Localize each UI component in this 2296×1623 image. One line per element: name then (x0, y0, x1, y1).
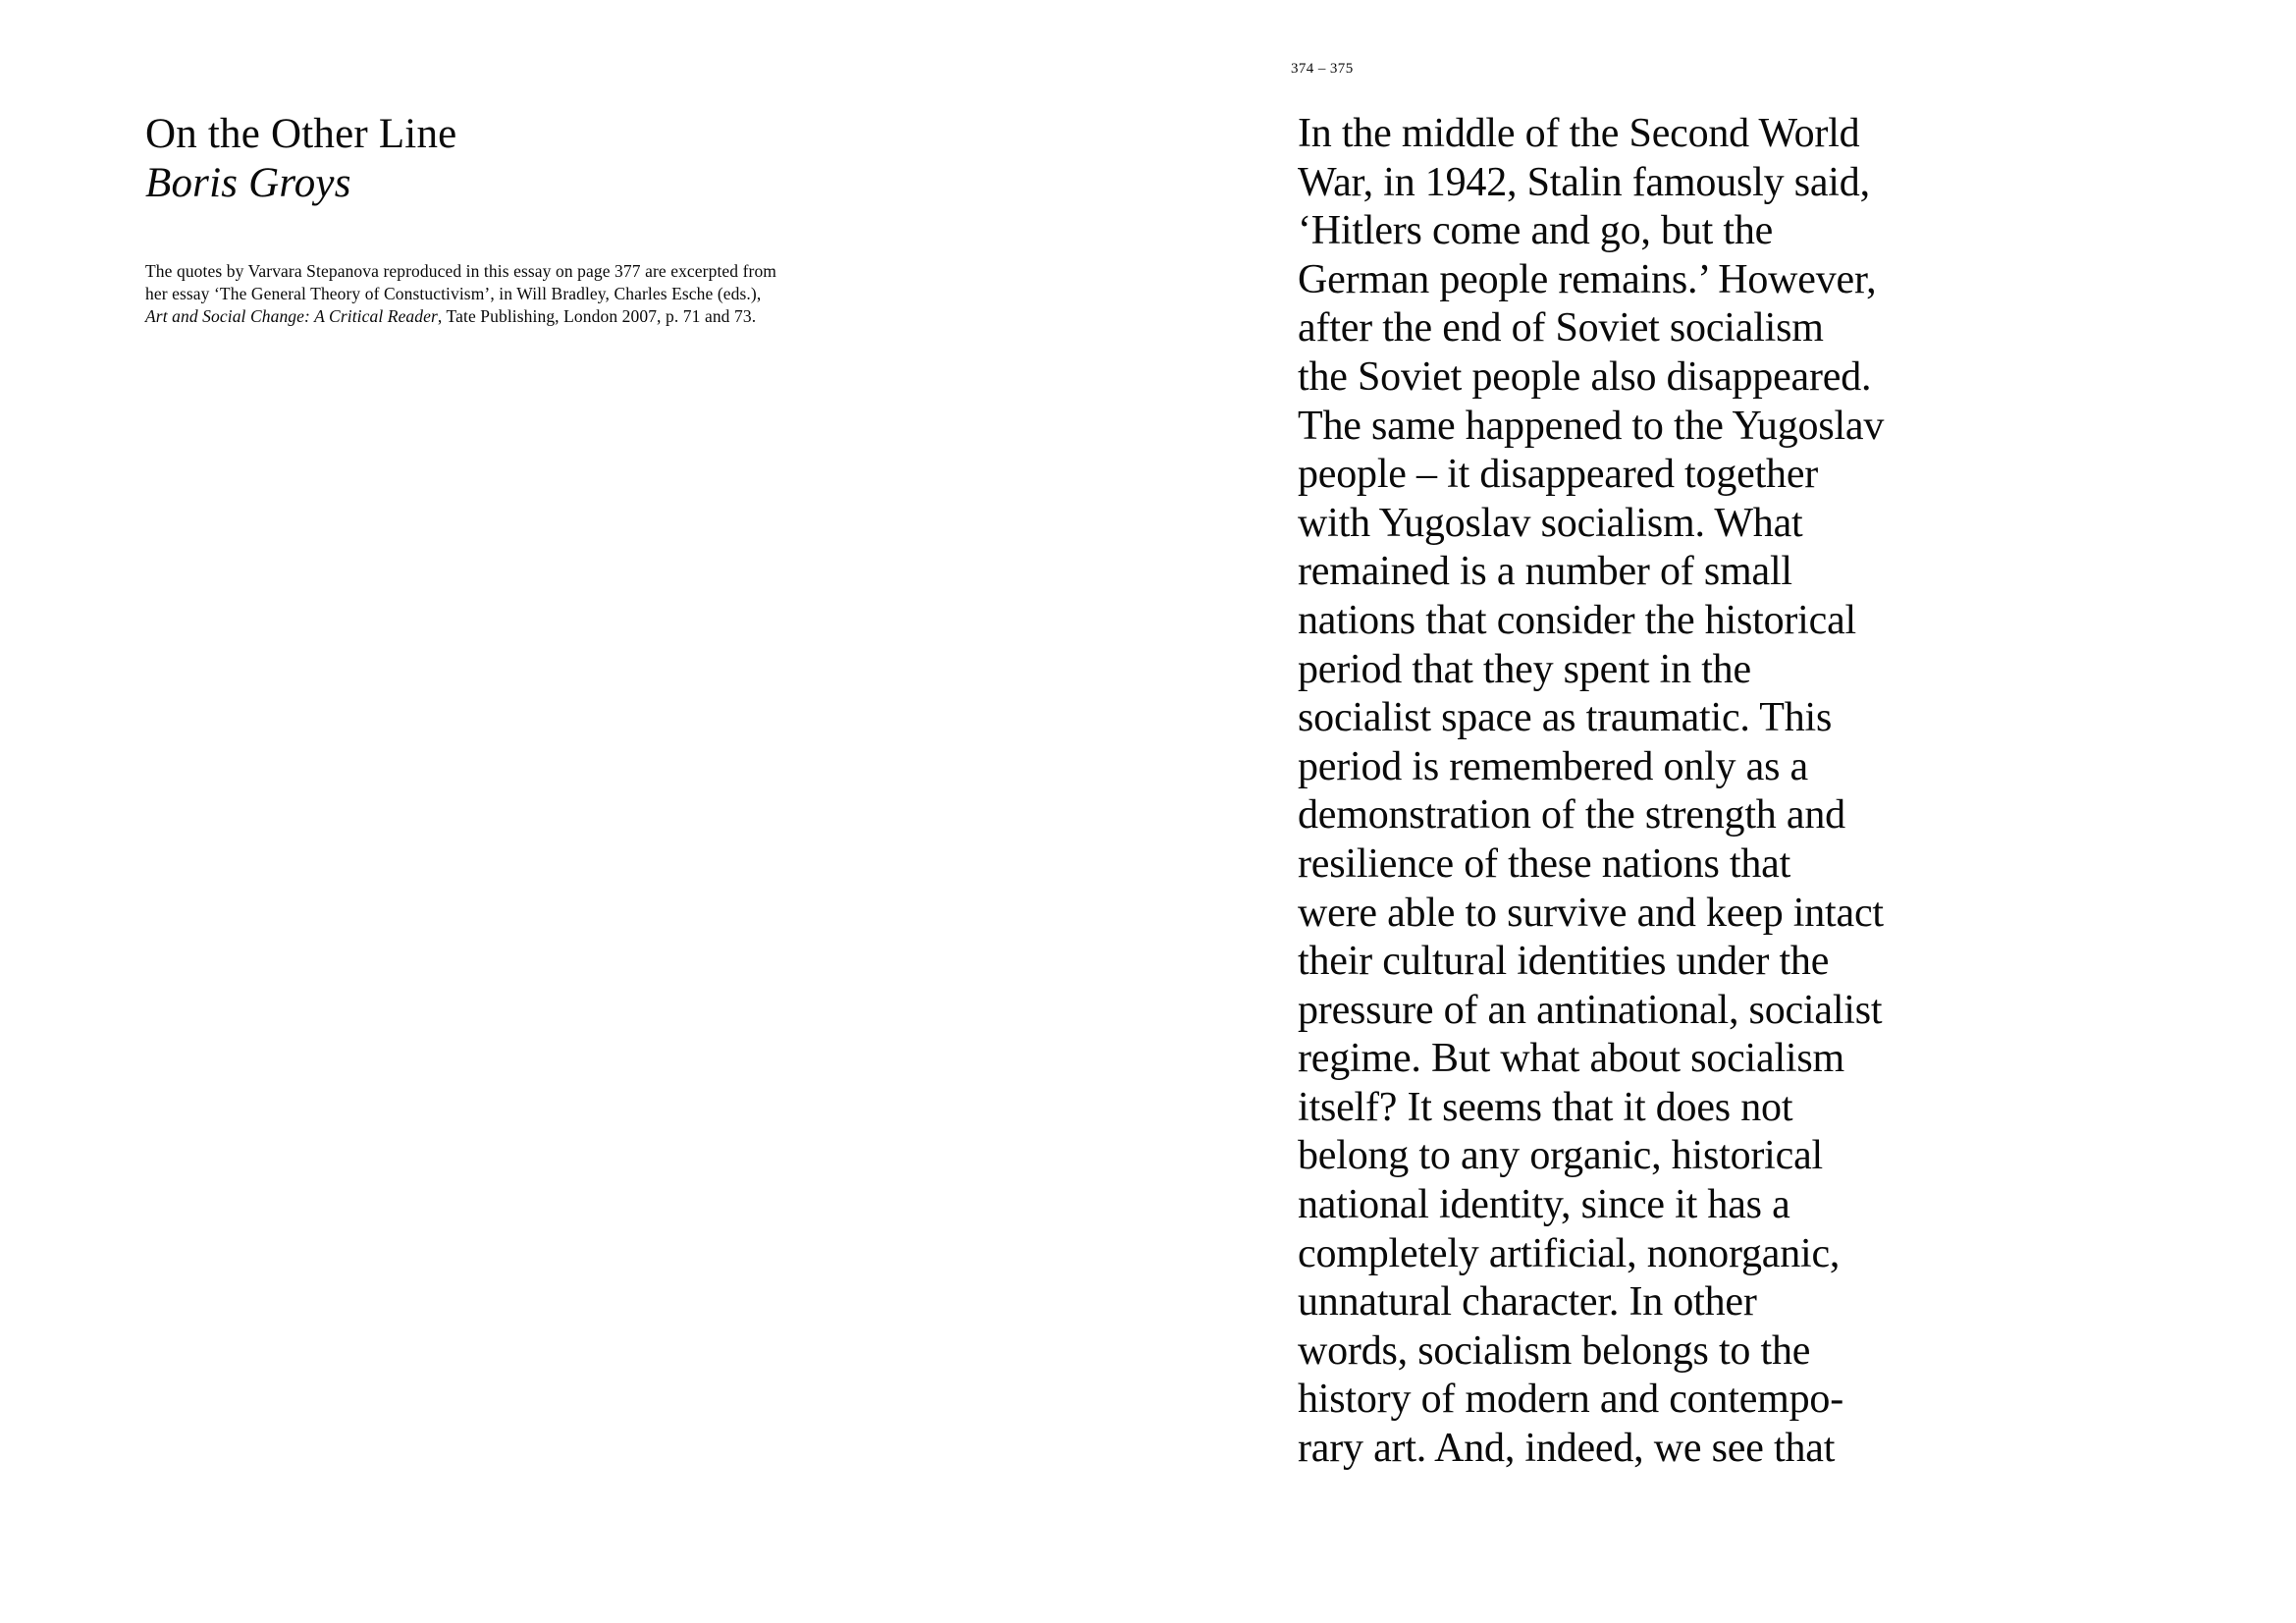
body-line: ‘Hitlers come and go, but the (1298, 208, 1774, 254)
body-line: period is remembered only as a (1298, 743, 1808, 789)
body-line: words, socialism belongs to the (1298, 1327, 1811, 1374)
footnote-line (145, 260, 776, 283)
body-line: rary art. And, indeed, we see that (1298, 1426, 1836, 1472)
body-line: socialist space as traumatic. This (1298, 695, 1833, 741)
essay-author: Boris Groys (145, 160, 351, 206)
body-line: people – it disappeared together (1298, 452, 1819, 498)
body-line: remained is a number of small (1298, 549, 1792, 595)
body-line: pressure of an antinational, socialist (1298, 987, 1883, 1033)
body-line: after the end of Soviet socialism (1298, 305, 1824, 352)
footnote (145, 260, 776, 328)
body-line: itself? It seems that it does not (1298, 1084, 1793, 1130)
body-line: nations that consider the historical (1298, 597, 1856, 643)
footnote-line (145, 283, 776, 305)
body-line: resilience of these nations that (1298, 840, 1791, 887)
page-number: 374 – 375 (1291, 61, 1354, 77)
body-line: the Soviet people also disappeared. (1298, 353, 1872, 400)
body-line: national identity, since it has a (1298, 1182, 1790, 1228)
body-line: with Yugoslav socialism. What (1298, 500, 1803, 546)
text-segment: The quotes by Varvara Stepanova reproduced in this essay on page 377 are excerpted from (145, 261, 777, 281)
text-segment: her essay ‘The General Theory of Constuctivism’, in Will Bradley, Charles Esche (eds.), (145, 284, 762, 303)
body-line: their cultural identities under the (1298, 939, 1830, 985)
body-line: regime. But what about socialism (1298, 1036, 1844, 1082)
essay-header (145, 110, 456, 208)
body-line: German people remains.’ However, (1298, 256, 1877, 302)
footnote-line (145, 305, 776, 328)
body-line: were able to survive and keep intact (1298, 890, 1884, 936)
body-line: period that they spent in the (1298, 646, 1751, 692)
body-line: demonstration of the strength and (1298, 792, 1845, 839)
body-line: The same happened to the Yugoslav (1298, 403, 1885, 449)
body-line: history of modern and contempo- (1298, 1377, 1844, 1423)
page-title: On the Other Line (145, 111, 457, 157)
body-line: completely artificial, nonorganic, (1298, 1230, 1841, 1276)
body-line: In the middle of the Second World (1298, 111, 1860, 156)
body-line: belong to any organic, historical (1298, 1133, 1823, 1179)
text-segment: , Tate Publishing, London 2007, p. 71 and 73. (437, 306, 757, 326)
italic-segment: Art and Social Change: A Critical Reader (145, 306, 438, 326)
body-line: War, in 1942, Stalin famously said, (1298, 159, 1870, 205)
body-line: unnatural character. In other (1298, 1279, 1757, 1325)
essay-body (1298, 110, 1884, 1474)
